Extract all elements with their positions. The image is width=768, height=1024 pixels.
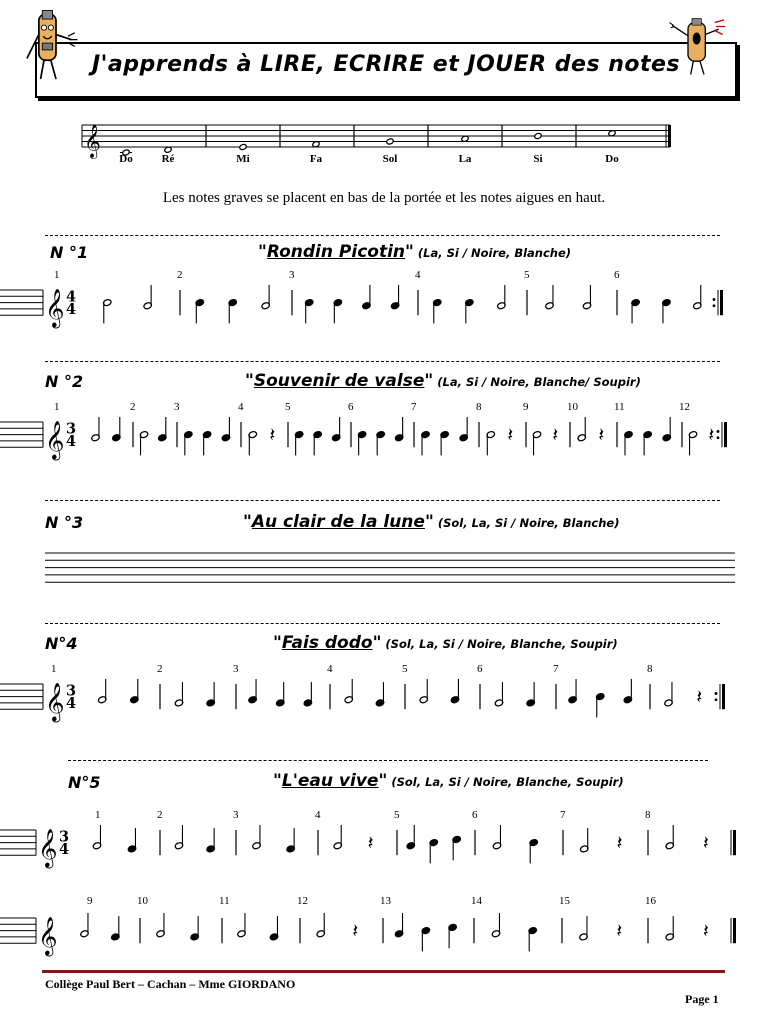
measure-number: 8: [476, 401, 482, 413]
note-name-label: Do: [605, 153, 619, 165]
measure-number: 5: [402, 663, 408, 675]
quarter-rest-icon: 𝄽: [507, 423, 514, 446]
measure-number: 5: [394, 809, 400, 821]
measure-number: 15: [559, 895, 570, 907]
section-title: Rondin Picotin: [266, 242, 406, 262]
measure-number: 13: [380, 895, 391, 907]
section-heading: "Souvenir de valse" (La, Si / Noire, Blanche/ Soupir): [245, 371, 641, 391]
measure-number: 14: [471, 895, 482, 907]
repeat-dot: [713, 304, 716, 307]
measure-number: 9: [523, 401, 529, 413]
time-signature-bottom: 4: [65, 433, 77, 451]
measure-number: 6: [472, 809, 478, 821]
section-info: (Sol, La, Si / Noire, Blanche, Soupir): [391, 775, 624, 789]
time-signature-top: 3: [65, 682, 77, 700]
repeat-dot: [715, 698, 718, 701]
repeat-dot: [717, 430, 720, 433]
quarter-rest-icon: 𝄽: [269, 423, 276, 446]
time-signature-top: 3: [58, 828, 70, 846]
time-signature-bottom: 4: [65, 695, 77, 713]
measure-number: 11: [614, 401, 625, 413]
quarter-rest-icon: 𝄽: [367, 831, 374, 854]
measure-number: 3: [233, 663, 239, 675]
measure-number: 1: [54, 269, 60, 281]
measure-number: 16: [645, 895, 656, 907]
section-heading: "L'eau vive" (Sol, La, Si / Noire, Blanche, Soupir): [273, 771, 624, 791]
section-title: Fais dodo: [281, 633, 373, 653]
measure-number: 8: [645, 809, 651, 821]
repeat-dot: [715, 692, 718, 695]
quarter-rest-icon: 𝄽: [703, 919, 709, 942]
measure-number: 8: [647, 663, 653, 675]
measure-number: 2: [157, 663, 163, 675]
quarter-rest-icon: 𝄽: [352, 919, 359, 942]
section-title-quote-close: ": [405, 242, 414, 262]
measure-number: 7: [411, 401, 417, 413]
section-number: N°4: [45, 634, 78, 653]
measure-number: 1: [95, 809, 101, 821]
section-info: (Sol, La, Si / Noire, Blanche): [437, 516, 620, 530]
section-number: N °1: [50, 243, 89, 262]
measure-number: 4: [238, 401, 244, 413]
note-name-label: Sol: [382, 153, 398, 165]
quarter-rest-icon: 𝄽: [598, 423, 605, 446]
section-title: Souvenir de valse: [253, 371, 425, 391]
measure-number: 2: [177, 269, 183, 281]
intro-text: Les notes graves se placent en bas de la portée et les notes aigues en haut.: [162, 190, 606, 206]
page-number: Page 1: [685, 992, 719, 1006]
quarter-rest-icon: 𝄽: [703, 831, 709, 854]
time-signature-top: 3: [65, 420, 77, 438]
note-name-label: Fa: [309, 153, 323, 165]
section-number: N °2: [45, 372, 84, 391]
page-title: J'apprends à LIRE, ECRIRE et JOUER des notes: [91, 52, 681, 77]
note-name-label: Si: [533, 153, 543, 165]
section-number: N °3: [45, 513, 84, 532]
section-heading: "Au clair de la lune" (Sol, La, Si / Noire, Blanche): [243, 512, 620, 532]
final-bar-thick: [724, 422, 727, 447]
measure-number: 2: [157, 809, 163, 821]
note-name-label: Ré: [161, 153, 175, 165]
final-bar-thick: [733, 830, 736, 855]
measure-number: 11: [219, 895, 230, 907]
time-signature-bottom: 4: [58, 841, 70, 859]
measure-number: 7: [560, 809, 566, 821]
measure-number: 7: [553, 663, 559, 675]
footer-credit: Collège Paul Bert – Cachan – Mme GIORDANO: [45, 977, 296, 991]
quarter-rest-icon: 𝄽: [708, 423, 715, 446]
treble-clef-icon: 𝄞: [45, 288, 65, 327]
measure-number: 4: [327, 663, 333, 675]
section-info: (Sol, La, Si / Noire, Blanche, Soupir): [385, 637, 618, 651]
treble-clef-icon: 𝄞: [45, 420, 65, 459]
measure-number: 10: [567, 401, 578, 413]
final-bar-thick: [720, 290, 723, 315]
repeat-dot: [713, 298, 716, 301]
treble-clef-icon: 𝄞: [45, 682, 65, 721]
footer-rule: [42, 970, 725, 973]
measure-number: 6: [477, 663, 483, 675]
measure-number: 3: [233, 809, 239, 821]
section-heading: "Fais dodo" (Sol, La, Si / Noire, Blanche, Soupir): [273, 633, 618, 653]
section-title: Au clair de la lune: [251, 512, 425, 532]
treble-clef-icon: 𝄞: [84, 123, 101, 158]
measure-number: 12: [297, 895, 308, 907]
final-bar-thick: [733, 918, 736, 943]
measure-number: 6: [348, 401, 354, 413]
treble-clef-icon: 𝄞: [38, 916, 58, 955]
measure-number: 5: [285, 401, 291, 413]
treble-clef-icon: 𝄞: [38, 828, 58, 867]
measure-number: 4: [315, 809, 321, 821]
quarter-rest-icon: 𝄽: [552, 423, 559, 446]
measure-number: 4: [415, 269, 421, 281]
measure-number: 3: [174, 401, 180, 413]
measure-number: 6: [614, 269, 620, 281]
quarter-rest-icon: 𝄽: [616, 919, 623, 942]
quarter-rest-icon: 𝄽: [616, 831, 623, 854]
measure-number: 1: [54, 401, 60, 413]
measure-number: 1: [51, 663, 57, 675]
section-title: L'eau vive: [281, 771, 379, 791]
measure-number: 5: [524, 269, 530, 281]
time-signature-bottom: 4: [65, 301, 77, 319]
measure-number: 2: [130, 401, 136, 413]
section-info: (La, Si / Noire, Blanche/ Soupir): [437, 375, 641, 389]
repeat-dot: [717, 436, 720, 439]
final-bar-thick: [722, 684, 725, 709]
note-name-label: La: [458, 153, 472, 165]
section-info: (La, Si / Noire, Blanche): [417, 246, 572, 260]
measure-number: 12: [679, 401, 690, 413]
section-number: N°5: [68, 773, 101, 792]
measure-number: 3: [289, 269, 295, 281]
section-title-quote-open: ": [258, 242, 267, 262]
note-name-label: Do: [119, 153, 133, 165]
time-signature-top: 4: [65, 288, 77, 306]
measure-number: 9: [87, 895, 93, 907]
measure-number: 10: [137, 895, 148, 907]
quarter-rest-icon: 𝄽: [696, 685, 703, 708]
note-name-label: Mi: [236, 153, 250, 165]
